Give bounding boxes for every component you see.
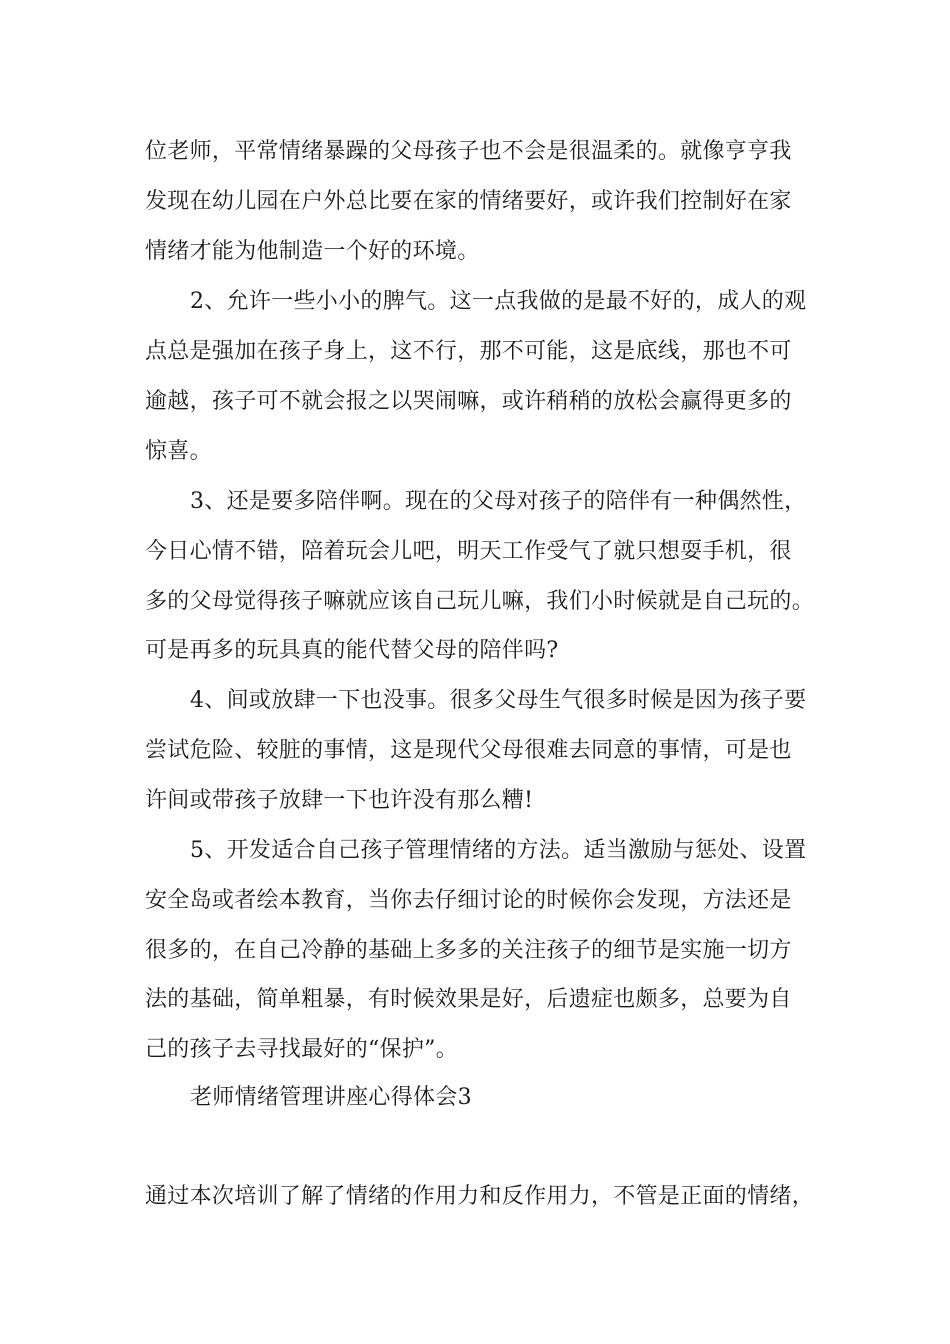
section-title: 老师情绪管理讲座心得体会3 [190,1085,472,1110]
paragraph-line: 己的孩子去寻找最好的“保护”。 [145,1037,458,1062]
list-item-line: 2、允许一些小小的脾气。这一点我做的是最不好的，成人的观 [190,289,807,314]
list-item-line: 4、间或放肆一下也没事。很多父母生气很多时候是因为孩子要 [190,688,807,713]
paragraph-line: 发现在幼儿园在户外总比要在家的情绪要好，或许我们控制好在家 [145,189,792,214]
paragraph-line: 情绪才能为他制造一个好的环境。 [145,239,480,264]
paragraph-line: 很多的，在自己冷静的基础上多多的关注孩子的细节是实施一切方 [145,938,792,963]
paragraph-line: 尝试危险、较脏的事情，这是现代父母很难去同意的事情，可是也 [145,738,792,763]
paragraph-line: 通过本次培训了解了情绪的作用力和反作用力，不管是正面的情绪， [145,1184,815,1209]
list-item-line: 5、开发适合自己孩子管理情绪的方法。适当激励与惩处、设置 [190,838,807,863]
paragraph-line: 位老师，平常情绪暴躁的父母孩子也不会是很温柔的。就像亨亨我 [145,139,792,164]
paragraph-line: 惊喜。 [145,439,212,464]
paragraph-line: 今日心情不错，陪着玩会儿吧，明天工作受气了就只想耍手机，很 [145,539,792,564]
paragraph-line: 点总是强加在孩子身上，这不行，那不可能，这是底线，那也不可 [145,339,792,364]
list-item-line: 3、还是要多陪伴啊。现在的父母对孩子的陪伴有一种偶然性， [190,489,807,514]
paragraph-line: 安全岛或者绘本教育，当你去仔细讨论的时候你会发现，方法还是 [145,888,792,913]
paragraph-line: 可是再多的玩具真的能代替父母的陪伴吗? [145,638,559,663]
paragraph-line: 逾越，孩子可不就会报之以哭闹嘛，或许稍稍的放松会赢得更多的 [145,389,792,414]
paragraph-line: 法的基础，简单粗暴，有时候效果是好，后遗症也颇多，总要为自 [145,987,792,1012]
paragraph-line: 许间或带孩子放肆一下也许没有那么糟! [145,788,534,813]
paragraph-line: 多的父母觉得孩子嘛就应该自己玩儿嘛，我们小时候就是自己玩的。 [145,589,815,614]
